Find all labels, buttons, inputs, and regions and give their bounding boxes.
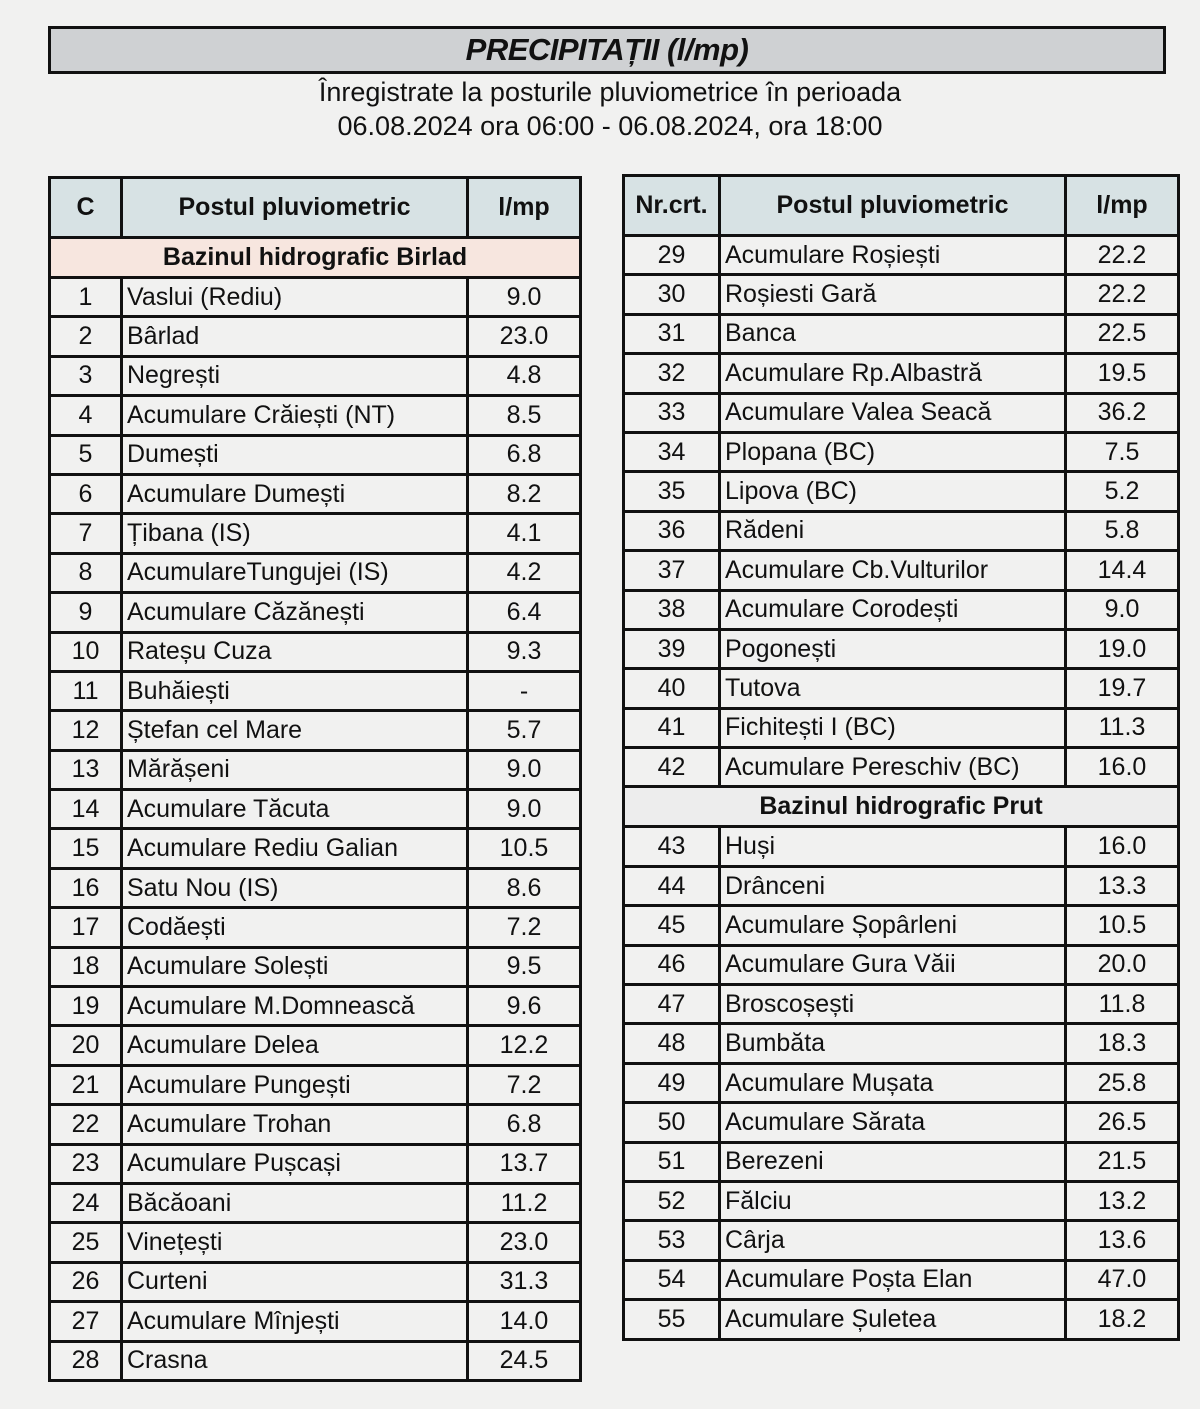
precipitation-value: 5.7: [468, 711, 581, 750]
row-number: 28: [50, 1341, 122, 1380]
basin-label: Bazinul hidrografic Prut: [624, 787, 1179, 827]
station-name: Acumulare Rp.Albastră: [720, 354, 1066, 393]
row-number: 20: [50, 1026, 122, 1065]
row-number: 30: [624, 275, 720, 314]
row-number: 12: [50, 711, 122, 750]
header-station: Postul pluviometric: [720, 176, 1066, 236]
row-number: 53: [624, 1221, 720, 1260]
header-nr: C: [50, 178, 122, 238]
station-name: Satu Nou (IS): [122, 868, 468, 907]
precipitation-value: 21.5: [1066, 1142, 1179, 1181]
station-name: Lipova (BC): [720, 472, 1066, 511]
precipitation-value: 18.3: [1066, 1024, 1179, 1063]
station-name: Huși: [720, 827, 1066, 866]
basin-row-birlad: [50, 238, 581, 278]
precipitation-value: 19.0: [1066, 629, 1179, 668]
station-name: Acumulare Mușata: [720, 1063, 1066, 1102]
row-number: 33: [624, 393, 720, 432]
precipitation-value: 13.2: [1066, 1181, 1179, 1220]
table-row: [50, 1105, 581, 1144]
station-name: Ștefan cel Mare: [122, 711, 468, 750]
precipitation-value: 23.0: [468, 1223, 581, 1262]
precipitation-value: 36.2: [1066, 393, 1179, 432]
precipitation-value: 6.4: [468, 593, 581, 632]
station-name: Broscoșești: [720, 985, 1066, 1024]
station-name: Acumulare Șopârleni: [720, 906, 1066, 945]
precipitation-value: 13.6: [1066, 1221, 1179, 1260]
table-row: [50, 553, 581, 592]
table-row: [624, 1024, 1179, 1063]
precipitation-value: 8.5: [468, 396, 581, 435]
precipitation-value: 9.6: [468, 987, 581, 1026]
row-number: 16: [50, 868, 122, 907]
station-name: Mărășeni: [122, 750, 468, 789]
row-number: 32: [624, 354, 720, 393]
precipitation-value: 26.5: [1066, 1103, 1179, 1142]
row-number: 37: [624, 551, 720, 590]
row-number: 42: [624, 748, 720, 787]
row-number: 36: [624, 511, 720, 550]
row-number: 15: [50, 829, 122, 868]
station-name: Bârlad: [122, 317, 468, 356]
row-number: 13: [50, 750, 122, 789]
row-number: 25: [50, 1223, 122, 1262]
table-row: [50, 908, 581, 947]
row-number: 23: [50, 1144, 122, 1183]
header-value: l/mp: [1066, 176, 1179, 236]
station-name: Tutova: [720, 669, 1066, 708]
station-name: Acumulare Rediu Galian: [122, 829, 468, 868]
row-number: 10: [50, 632, 122, 671]
row-number: 50: [624, 1103, 720, 1142]
precipitation-value: 16.0: [1066, 748, 1179, 787]
station-name: Vaslui (Rediu): [122, 278, 468, 317]
station-name: Acumulare Căzănești: [122, 593, 468, 632]
table-row: [624, 1300, 1179, 1339]
page-title: PRECIPITAȚII (l/mp): [48, 26, 1166, 74]
table-row: [624, 1181, 1179, 1220]
station-name: Banca: [720, 314, 1066, 353]
station-name: Pogonești: [720, 629, 1066, 668]
table-row: [50, 1262, 581, 1301]
row-number: 11: [50, 671, 122, 710]
row-number: 48: [624, 1024, 720, 1063]
precipitation-value: 14.0: [468, 1302, 581, 1341]
precipitation-value: 22.5: [1066, 314, 1179, 353]
table-row: [624, 432, 1179, 471]
precipitation-value: 4.1: [468, 514, 581, 553]
station-name: AcumulareTungujei (IS): [122, 553, 468, 592]
table-header: [50, 178, 581, 238]
station-name: Acumulare Corodești: [720, 590, 1066, 629]
station-name: Berezeni: [720, 1142, 1066, 1181]
precipitation-value: 22.2: [1066, 275, 1179, 314]
precipitation-value: 7.2: [468, 1065, 581, 1104]
station-name: Plopana (BC): [720, 432, 1066, 471]
table-row: [50, 947, 581, 986]
basin-row-prut: [624, 787, 1179, 827]
precipitation-value: 9.3: [468, 632, 581, 671]
station-name: Bumbăta: [720, 1024, 1066, 1063]
precipitation-value: 14.4: [1066, 551, 1179, 590]
precipitation-value: 7.5: [1066, 432, 1179, 471]
station-name: Cârja: [720, 1221, 1066, 1260]
station-name: Acumulare M.Domnească: [122, 987, 468, 1026]
row-number: 41: [624, 708, 720, 747]
precipitation-value: 23.0: [468, 317, 581, 356]
station-name: Crasna: [122, 1341, 468, 1380]
precipitation-value: 9.0: [1066, 590, 1179, 629]
table-header: [624, 176, 1179, 236]
station-name: Acumulare Valea Seacă: [720, 393, 1066, 432]
row-number: 5: [50, 435, 122, 474]
precipitation-value: 11.3: [1066, 708, 1179, 747]
right-stations-table: [622, 174, 1180, 1341]
table-row: [624, 393, 1179, 432]
subtitle-period: 06.08.2024 ora 06:00 - 06.08.2024, ora 18:00: [337, 111, 883, 141]
table-row: [50, 1144, 581, 1183]
row-number: 54: [624, 1260, 720, 1299]
station-name: Fălciu: [720, 1181, 1066, 1220]
station-name: Acumulare Gura Văii: [720, 945, 1066, 984]
row-number: 18: [50, 947, 122, 986]
station-name: Acumulare Dumești: [122, 474, 468, 513]
station-name: Acumulare Pereschiv (BC): [720, 748, 1066, 787]
row-number: 17: [50, 908, 122, 947]
row-number: 6: [50, 474, 122, 513]
precipitation-value: 12.2: [468, 1026, 581, 1065]
precipitation-value: 5.2: [1066, 472, 1179, 511]
row-number: 4: [50, 396, 122, 435]
table-row: [50, 671, 581, 710]
precipitation-value: 8.2: [468, 474, 581, 513]
table-row: [624, 629, 1179, 668]
precipitation-value: 9.5: [468, 947, 581, 986]
table-row: [50, 317, 581, 356]
station-name: Buhăiești: [122, 671, 468, 710]
precipitation-value: 24.5: [468, 1341, 581, 1380]
table-row: [624, 354, 1179, 393]
table-row: [50, 514, 581, 553]
row-number: 35: [624, 472, 720, 511]
station-name: Acumulare Tăcuta: [122, 790, 468, 829]
row-number: 19: [50, 987, 122, 1026]
precipitation-value: 4.8: [468, 356, 581, 395]
row-number: 49: [624, 1063, 720, 1102]
row-number: 31: [624, 314, 720, 353]
row-number: 2: [50, 317, 122, 356]
precipitation-value: 11.8: [1066, 985, 1179, 1024]
station-name: Rateșu Cuza: [122, 632, 468, 671]
precipitation-value: 11.2: [468, 1183, 581, 1222]
precipitation-value: 8.6: [468, 868, 581, 907]
row-number: 26: [50, 1262, 122, 1301]
precipitation-value: 9.0: [468, 278, 581, 317]
table-row: [50, 1341, 581, 1380]
row-number: 22: [50, 1105, 122, 1144]
row-number: 45: [624, 906, 720, 945]
row-number: 7: [50, 514, 122, 553]
table-row: [624, 551, 1179, 590]
table-row: [50, 1026, 581, 1065]
table-row: [50, 593, 581, 632]
station-name: Acumulare Trohan: [122, 1105, 468, 1144]
table-row: [624, 1221, 1179, 1260]
precipitation-value: 19.7: [1066, 669, 1179, 708]
header-nr: Nr.crt.: [624, 176, 720, 236]
precipitation-value: 10.5: [1066, 906, 1179, 945]
table-row: [624, 945, 1179, 984]
table-row: [624, 708, 1179, 747]
row-number: 24: [50, 1183, 122, 1222]
station-name: Acumulare Crăiești (NT): [122, 396, 468, 435]
precipitation-value: 6.8: [468, 435, 581, 474]
station-name: Băcăoani: [122, 1183, 468, 1222]
row-number: 44: [624, 866, 720, 905]
station-name: Dumești: [122, 435, 468, 474]
precipitation-value: 22.2: [1066, 236, 1179, 275]
table-row: [624, 472, 1179, 511]
table-row: [624, 275, 1179, 314]
precipitation-value: 18.2: [1066, 1300, 1179, 1339]
station-name: Acumulare Pușcași: [122, 1144, 468, 1183]
row-number: 39: [624, 629, 720, 668]
station-name: Vinețești: [122, 1223, 468, 1262]
station-name: Codăești: [122, 908, 468, 947]
row-number: 1: [50, 278, 122, 317]
row-number: 29: [624, 236, 720, 275]
table-row: [624, 314, 1179, 353]
station-name: Rădeni: [720, 511, 1066, 550]
table-row: [50, 1183, 581, 1222]
station-name: Roșiesti Gară: [720, 275, 1066, 314]
table-row: [624, 827, 1179, 866]
table-row: [50, 474, 581, 513]
table-row: [50, 1065, 581, 1104]
row-number: 46: [624, 945, 720, 984]
row-number: 9: [50, 593, 122, 632]
station-name: Acumulare Poșta Elan: [720, 1260, 1066, 1299]
row-number: 40: [624, 669, 720, 708]
table-row: [50, 396, 581, 435]
header-value: l/mp: [468, 178, 581, 238]
table-row: [624, 1063, 1179, 1102]
precipitation-value: 13.7: [468, 1144, 581, 1183]
precipitation-value: 9.0: [468, 790, 581, 829]
precipitation-value: 25.8: [1066, 1063, 1179, 1102]
table-row: [50, 1302, 581, 1341]
row-number: 51: [624, 1142, 720, 1181]
table-row: [50, 790, 581, 829]
station-name: Acumulare Roșiești: [720, 236, 1066, 275]
table-row: [624, 1142, 1179, 1181]
station-name: Acumulare Cb.Vulturilor: [720, 551, 1066, 590]
table-row: [50, 868, 581, 907]
precipitation-value: 10.5: [468, 829, 581, 868]
precipitation-value: 20.0: [1066, 945, 1179, 984]
precipitation-value: 31.3: [468, 1262, 581, 1301]
basin-label: Bazinul hidrografic Birlad: [50, 238, 581, 278]
header-station: Postul pluviometric: [122, 178, 468, 238]
row-number: 47: [624, 985, 720, 1024]
station-name: Acumulare Pungești: [122, 1065, 468, 1104]
precipitation-value: 16.0: [1066, 827, 1179, 866]
table-row: [50, 711, 581, 750]
left-stations-table: [48, 176, 582, 1382]
table-row: [50, 1223, 581, 1262]
precipitation-value: 5.8: [1066, 511, 1179, 550]
precipitation-value: 13.3: [1066, 866, 1179, 905]
table-row: [50, 435, 581, 474]
station-name: Negrești: [122, 356, 468, 395]
table-row: [624, 236, 1179, 275]
table-row: [50, 278, 581, 317]
station-name: Drânceni: [720, 866, 1066, 905]
station-name: Acumulare Delea: [122, 1026, 468, 1065]
precipitation-value: 7.2: [468, 908, 581, 947]
station-name: Fichitești I (BC): [720, 708, 1066, 747]
table-row: [624, 1103, 1179, 1142]
precipitation-value: 4.2: [468, 553, 581, 592]
table-row: [50, 987, 581, 1026]
row-number: 34: [624, 432, 720, 471]
precipitation-value: 6.8: [468, 1105, 581, 1144]
station-name: Acumulare Șuletea: [720, 1300, 1066, 1339]
subtitle-line-1: Înregistrate la posturile pluviometrice în perioada: [318, 77, 902, 107]
table-row: [50, 632, 581, 671]
table-row: [624, 511, 1179, 550]
row-number: 52: [624, 1181, 720, 1220]
table-row: [624, 866, 1179, 905]
table-row: [624, 1260, 1179, 1299]
row-number: 21: [50, 1065, 122, 1104]
row-number: 8: [50, 553, 122, 592]
table-row: [50, 356, 581, 395]
row-number: 27: [50, 1302, 122, 1341]
table-row: [50, 829, 581, 868]
station-name: Curteni: [122, 1262, 468, 1301]
row-number: 43: [624, 827, 720, 866]
station-name: Țibana (IS): [122, 514, 468, 553]
station-name: Acumulare Solești: [122, 947, 468, 986]
table-row: [50, 750, 581, 789]
row-number: 14: [50, 790, 122, 829]
precipitation-value: 47.0: [1066, 1260, 1179, 1299]
table-row: [624, 985, 1179, 1024]
row-number: 38: [624, 590, 720, 629]
table-row: [624, 669, 1179, 708]
table-row: [624, 906, 1179, 945]
row-number: 55: [624, 1300, 720, 1339]
table-row: [624, 748, 1179, 787]
table-row: [624, 590, 1179, 629]
precipitation-value: -: [468, 671, 581, 710]
station-name: Acumulare Mînjești: [122, 1302, 468, 1341]
precipitation-value: 9.0: [468, 750, 581, 789]
row-number: 3: [50, 356, 122, 395]
precipitation-value: 19.5: [1066, 354, 1179, 393]
station-name: Acumulare Sărata: [720, 1103, 1066, 1142]
